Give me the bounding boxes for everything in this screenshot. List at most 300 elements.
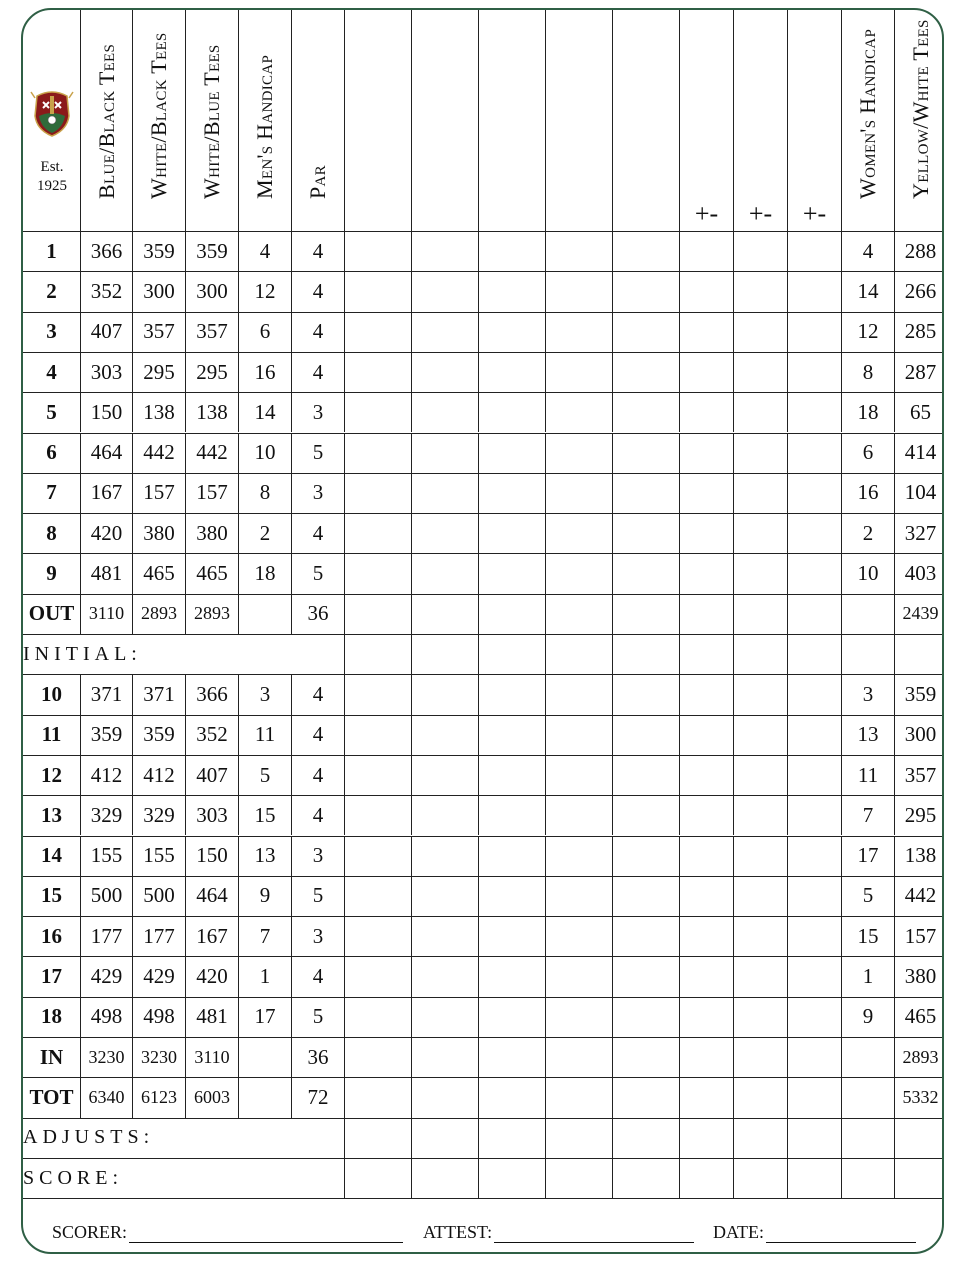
- score-cell[interactable]: [613, 755, 680, 795]
- score-cell[interactable]: [479, 836, 546, 876]
- hole-number: 5: [23, 392, 81, 432]
- mhcp-cell: 18: [239, 553, 292, 593]
- yellow-cell: 285: [904, 319, 937, 344]
- score-cell[interactable]: [895, 1118, 944, 1158]
- score-cell[interactable]: [788, 755, 842, 795]
- score-cell[interactable]: [412, 553, 479, 593]
- whcp-cell: 4: [842, 231, 895, 271]
- score-cell[interactable]: [680, 715, 734, 755]
- score-cell[interactable]: [412, 312, 479, 352]
- blue-cell: 500: [81, 876, 133, 916]
- score-cell[interactable]: [546, 1037, 613, 1077]
- score-cell[interactable]: [345, 755, 412, 795]
- score-cell[interactable]: [680, 392, 734, 432]
- score-cell[interactable]: [734, 513, 788, 553]
- mhcp-cell: 7: [239, 916, 292, 956]
- score-cell[interactable]: [613, 674, 680, 714]
- score-cell[interactable]: [345, 956, 412, 996]
- blue-cell: 329: [81, 795, 133, 835]
- score-cell[interactable]: [546, 674, 613, 714]
- whcp-cell: 9: [842, 997, 895, 1037]
- score-cell[interactable]: [613, 594, 680, 634]
- score-cell[interactable]: [734, 755, 788, 795]
- score-cell[interactable]: [345, 715, 412, 755]
- score-cell[interactable]: [412, 997, 479, 1037]
- score-cell[interactable]: [412, 1158, 479, 1198]
- score-cell[interactable]: [546, 997, 613, 1037]
- score-cell[interactable]: [479, 1158, 546, 1198]
- score-cell[interactable]: [546, 1158, 613, 1198]
- white-blue-cell: 407: [186, 755, 239, 795]
- score-cell[interactable]: [613, 634, 680, 674]
- score-cell[interactable]: [734, 1158, 788, 1198]
- score-cell[interactable]: [680, 433, 734, 473]
- score-cell[interactable]: [345, 352, 412, 392]
- score-cell[interactable]: [613, 553, 680, 593]
- score-cell[interactable]: [613, 916, 680, 956]
- blue-cell: 155: [81, 836, 133, 876]
- score-cell[interactable]: [412, 836, 479, 876]
- score-cell[interactable]: [895, 1158, 944, 1198]
- score-cell[interactable]: [734, 1077, 788, 1117]
- score-cell[interactable]: [613, 271, 680, 311]
- hole-row: [23, 473, 942, 513]
- blue-cell: 303: [81, 352, 133, 392]
- score-cell[interactable]: [734, 433, 788, 473]
- score-cell[interactable]: [546, 795, 613, 835]
- score-cell[interactable]: [734, 553, 788, 593]
- score-cell[interactable]: [613, 997, 680, 1037]
- yellow-cell: 357: [904, 762, 937, 787]
- score-cell[interactable]: [546, 513, 613, 553]
- score-cell[interactable]: [680, 1077, 734, 1117]
- score-cell[interactable]: [842, 1158, 895, 1198]
- player-column-header[interactable]: [412, 10, 479, 231]
- mhcp-cell: 3: [239, 674, 292, 714]
- white-black-tees-label: White/Black Tees: [146, 32, 171, 199]
- score-cell[interactable]: [345, 1158, 412, 1198]
- score-cell[interactable]: [412, 1077, 479, 1117]
- plus-minus-header: [788, 10, 842, 231]
- player-column-header[interactable]: [345, 10, 412, 231]
- score-cell[interactable]: [734, 795, 788, 835]
- hole-row: [23, 876, 942, 916]
- score-cell[interactable]: [345, 916, 412, 956]
- score-cell[interactable]: [788, 231, 842, 271]
- par-cell: 36: [292, 594, 345, 634]
- score-cell[interactable]: [680, 876, 734, 916]
- logo-cell: [23, 10, 81, 231]
- white-blue-cell: 442: [186, 433, 239, 473]
- score-cell[interactable]: [479, 473, 546, 513]
- score-cell[interactable]: [412, 1037, 479, 1077]
- score-cell[interactable]: [613, 715, 680, 755]
- score-cell[interactable]: [788, 473, 842, 513]
- white-blue-cell: 357: [186, 312, 239, 352]
- score-cell[interactable]: [680, 1158, 734, 1198]
- scorer-label: SCORER:: [52, 1222, 128, 1242]
- whcp-cell: 11: [842, 755, 895, 795]
- score-cell[interactable]: [680, 473, 734, 513]
- score-cell[interactable]: [613, 956, 680, 996]
- score-cell[interactable]: [345, 312, 412, 352]
- white-black-cell: 155: [133, 836, 186, 876]
- hole-row: [23, 553, 942, 593]
- score-cell[interactable]: [412, 916, 479, 956]
- score-cell[interactable]: [479, 674, 546, 714]
- yellow-cell: 157: [904, 923, 937, 948]
- par-cell: 3: [292, 916, 345, 956]
- score-cell[interactable]: [613, 513, 680, 553]
- hole-row: [23, 795, 942, 835]
- hole-row: [23, 513, 942, 553]
- score-cell[interactable]: [613, 1077, 680, 1117]
- score-cell[interactable]: [412, 594, 479, 634]
- score-cell[interactable]: [788, 836, 842, 876]
- score-cell[interactable]: [895, 634, 944, 674]
- hole-number: 13: [23, 795, 81, 835]
- score-cell[interactable]: [479, 433, 546, 473]
- score-cell[interactable]: [345, 674, 412, 714]
- score-cell[interactable]: [345, 634, 412, 674]
- player-column-header[interactable]: [613, 10, 680, 231]
- score-cell[interactable]: [546, 876, 613, 916]
- score-cell[interactable]: [613, 473, 680, 513]
- score-cell[interactable]: [479, 916, 546, 956]
- score-cell[interactable]: [479, 795, 546, 835]
- hole-number: 1: [23, 231, 81, 271]
- score-cell[interactable]: [546, 352, 613, 392]
- hole-row: [23, 231, 942, 271]
- white-black-cell: 2893: [133, 594, 186, 634]
- score-cell[interactable]: [412, 795, 479, 835]
- score-cell[interactable]: [479, 634, 546, 674]
- hole-number: IN: [23, 1037, 81, 1077]
- score-cell[interactable]: [680, 795, 734, 835]
- attest-line[interactable]: [494, 1242, 694, 1243]
- mhcp-cell: 6: [239, 312, 292, 352]
- score-cell[interactable]: [788, 312, 842, 352]
- score-cell[interactable]: [345, 795, 412, 835]
- score-cell[interactable]: [680, 956, 734, 996]
- score-cell[interactable]: [680, 634, 734, 674]
- score-cell[interactable]: [680, 1118, 734, 1158]
- score-cell[interactable]: [345, 433, 412, 473]
- par-cell: 4: [292, 715, 345, 755]
- score-cell[interactable]: [680, 916, 734, 956]
- score-cell[interactable]: [479, 352, 546, 392]
- score-cell[interactable]: [546, 634, 613, 674]
- score-cell[interactable]: [734, 634, 788, 674]
- score-cell[interactable]: [345, 231, 412, 271]
- score-cell[interactable]: [546, 433, 613, 473]
- hole-row: [23, 433, 942, 473]
- score-cell[interactable]: [345, 392, 412, 432]
- yellow-white-tees-label: Yellow/White Tees: [907, 19, 933, 199]
- score-cell[interactable]: [734, 352, 788, 392]
- grand-total-row: [23, 1077, 942, 1117]
- score-cell[interactable]: [613, 1037, 680, 1077]
- score-cell[interactable]: [546, 956, 613, 996]
- blue-cell: 3230: [81, 1037, 133, 1077]
- attest-label: ATTEST:: [423, 1222, 493, 1242]
- score-cell[interactable]: [788, 715, 842, 755]
- whcp-cell: [842, 1037, 895, 1077]
- player-column-header[interactable]: [546, 10, 613, 231]
- mhcp-cell: [239, 594, 292, 634]
- score-cell[interactable]: [479, 312, 546, 352]
- yellow-cell: 2439: [902, 603, 939, 624]
- score-cell[interactable]: [546, 1118, 613, 1158]
- white-blue-cell: 138: [186, 392, 239, 432]
- yellow-cell: 359: [904, 681, 937, 706]
- score-cell[interactable]: [479, 997, 546, 1037]
- score-cell[interactable]: [479, 271, 546, 311]
- score-cell[interactable]: [680, 594, 734, 634]
- par-cell: 4: [292, 674, 345, 714]
- score-cell[interactable]: [613, 795, 680, 835]
- yellow-cell: 266: [904, 278, 937, 303]
- score-cell[interactable]: [613, 1118, 680, 1158]
- score-cell[interactable]: [479, 513, 546, 553]
- mhcp-cell: 14: [239, 392, 292, 432]
- score-cell[interactable]: [613, 1158, 680, 1198]
- score-cell[interactable]: [345, 876, 412, 916]
- white-black-cell: 329: [133, 795, 186, 835]
- score-cell[interactable]: [788, 916, 842, 956]
- score-cell[interactable]: [734, 1118, 788, 1158]
- white-black-tees-header: [133, 10, 186, 231]
- hole-number: 14: [23, 836, 81, 876]
- white-black-cell: 371: [133, 674, 186, 714]
- score-cell[interactable]: [788, 956, 842, 996]
- blue-cell: 366: [81, 231, 133, 271]
- score-cell[interactable]: [613, 312, 680, 352]
- score-cell[interactable]: [734, 231, 788, 271]
- score-cell[interactable]: [479, 755, 546, 795]
- score-cell[interactable]: [412, 956, 479, 996]
- score-cell[interactable]: [680, 312, 734, 352]
- yellow-cell: 442: [904, 883, 937, 908]
- player-column-header[interactable]: [479, 10, 546, 231]
- score-cell[interactable]: [788, 271, 842, 311]
- adjusts-cell: [23, 1118, 345, 1158]
- score-cell[interactable]: [788, 1118, 842, 1158]
- est-year: 1925: [37, 178, 67, 194]
- white-blue-cell: 295: [186, 352, 239, 392]
- score-cell[interactable]: [734, 836, 788, 876]
- score-cell[interactable]: [546, 715, 613, 755]
- est-label: Est.: [40, 159, 64, 175]
- plus-minus-header: [680, 10, 734, 231]
- score-cell[interactable]: [734, 876, 788, 916]
- whcp-cell: 12: [842, 312, 895, 352]
- out-total-row: [23, 594, 942, 634]
- score-cell[interactable]: [788, 997, 842, 1037]
- score-cell[interactable]: [734, 916, 788, 956]
- score-cell[interactable]: [613, 392, 680, 432]
- score-cell[interactable]: [479, 553, 546, 593]
- score-cell[interactable]: [734, 956, 788, 996]
- score-cell[interactable]: [734, 392, 788, 432]
- score-cell[interactable]: [479, 231, 546, 271]
- score-cell[interactable]: [680, 1037, 734, 1077]
- score-cell[interactable]: [734, 312, 788, 352]
- score-cell[interactable]: [412, 271, 479, 311]
- blue-black-tees-header: [81, 10, 133, 231]
- blue-cell: 359: [81, 715, 133, 755]
- score-cell[interactable]: [680, 513, 734, 553]
- date-line[interactable]: [766, 1242, 916, 1243]
- score-cell[interactable]: [734, 715, 788, 755]
- score-cell[interactable]: [345, 473, 412, 513]
- score-cell[interactable]: [734, 594, 788, 634]
- score-cell[interactable]: [680, 674, 734, 714]
- score-cell[interactable]: [479, 956, 546, 996]
- score-cell[interactable]: [412, 755, 479, 795]
- score-cell[interactable]: [613, 836, 680, 876]
- score-cell[interactable]: [412, 231, 479, 271]
- score-cell[interactable]: [479, 1077, 546, 1117]
- score-cell[interactable]: [412, 715, 479, 755]
- white-black-cell: 3230: [133, 1037, 186, 1077]
- score-cell[interactable]: [788, 1077, 842, 1117]
- hole-number: OUT: [23, 594, 81, 634]
- score-cell[interactable]: [345, 513, 412, 553]
- score-cell[interactable]: [842, 634, 895, 674]
- score-cell[interactable]: [412, 352, 479, 392]
- score-cell[interactable]: [546, 836, 613, 876]
- score-cell[interactable]: [479, 876, 546, 916]
- score-cell[interactable]: [546, 553, 613, 593]
- score-cell[interactable]: [680, 352, 734, 392]
- score-cell[interactable]: [345, 1118, 412, 1158]
- yellow-cell: 65: [910, 399, 931, 424]
- score-cell[interactable]: [788, 594, 842, 634]
- score-cell[interactable]: [734, 997, 788, 1037]
- score-cell[interactable]: [613, 352, 680, 392]
- score-cell[interactable]: [345, 271, 412, 311]
- score-cell[interactable]: [788, 513, 842, 553]
- hole-number: TOT: [23, 1077, 81, 1117]
- par-cell: 4: [292, 795, 345, 835]
- score-cell[interactable]: [345, 553, 412, 593]
- par-cell: 4: [292, 231, 345, 271]
- score-row: [23, 1158, 942, 1198]
- score-cell[interactable]: [788, 876, 842, 916]
- score-cell[interactable]: [842, 1118, 895, 1158]
- score-cell[interactable]: [788, 352, 842, 392]
- score-cell[interactable]: [788, 674, 842, 714]
- score-cell[interactable]: [412, 634, 479, 674]
- mhcp-cell: 9: [239, 876, 292, 916]
- score-cell[interactable]: [546, 755, 613, 795]
- score-cell[interactable]: [546, 312, 613, 352]
- score-cell[interactable]: [680, 553, 734, 593]
- score-cell[interactable]: [479, 594, 546, 634]
- score-cell[interactable]: [345, 997, 412, 1037]
- score-cell[interactable]: [680, 836, 734, 876]
- blue-cell: 407: [81, 312, 133, 352]
- score-cell[interactable]: [546, 1077, 613, 1117]
- score-cell[interactable]: [345, 1077, 412, 1117]
- score-cell[interactable]: [412, 392, 479, 432]
- score-cell[interactable]: [788, 634, 842, 674]
- score-cell[interactable]: [546, 392, 613, 432]
- score-cell[interactable]: [412, 433, 479, 473]
- white-blue-cell: 167: [186, 916, 239, 956]
- white-black-cell: 138: [133, 392, 186, 432]
- whcp-cell: 5: [842, 876, 895, 916]
- score-cell[interactable]: [479, 715, 546, 755]
- score-cell[interactable]: [546, 473, 613, 513]
- score-cell[interactable]: [345, 836, 412, 876]
- score-cell[interactable]: [734, 1037, 788, 1077]
- score-cell[interactable]: [788, 1158, 842, 1198]
- score-cell[interactable]: [546, 231, 613, 271]
- scorer-line[interactable]: [129, 1242, 403, 1243]
- white-blue-cell: 2893: [186, 594, 239, 634]
- score-cell[interactable]: [479, 1037, 546, 1077]
- score-cell[interactable]: [412, 513, 479, 553]
- blue-cell: 429: [81, 956, 133, 996]
- score-cell[interactable]: [680, 755, 734, 795]
- score-cell[interactable]: [680, 997, 734, 1037]
- score-cell[interactable]: [412, 473, 479, 513]
- score-cell[interactable]: [412, 876, 479, 916]
- score-cell[interactable]: [788, 1037, 842, 1077]
- blue-cell: 150: [81, 392, 133, 432]
- white-blue-cell: 366: [186, 674, 239, 714]
- score-cell[interactable]: [479, 392, 546, 432]
- score-cell[interactable]: [479, 1118, 546, 1158]
- white-black-cell: 295: [133, 352, 186, 392]
- score-cell[interactable]: [680, 271, 734, 311]
- white-blue-cell: 150: [186, 836, 239, 876]
- score-cell[interactable]: [412, 674, 479, 714]
- whcp-cell: 7: [842, 795, 895, 835]
- score-cell[interactable]: [788, 795, 842, 835]
- mhcp-cell: 17: [239, 997, 292, 1037]
- score-cell[interactable]: [734, 674, 788, 714]
- score-cell[interactable]: [613, 231, 680, 271]
- score-cell[interactable]: [613, 876, 680, 916]
- white-blue-cell: 481: [186, 997, 239, 1037]
- par-cell: 5: [292, 997, 345, 1037]
- score-cell[interactable]: [734, 271, 788, 311]
- blue-cell: 167: [81, 473, 133, 513]
- score-cell[interactable]: [412, 1118, 479, 1158]
- hole-row: [23, 755, 942, 795]
- score-cell[interactable]: [613, 433, 680, 473]
- score-cell[interactable]: [680, 231, 734, 271]
- score-cell[interactable]: [788, 433, 842, 473]
- hole-row: [23, 312, 942, 352]
- par-cell: 36: [292, 1037, 345, 1077]
- score-cell[interactable]: [788, 553, 842, 593]
- score-cell[interactable]: [345, 1037, 412, 1077]
- in-total-row: [23, 1037, 942, 1077]
- score-cell[interactable]: [345, 594, 412, 634]
- score-cell[interactable]: [734, 473, 788, 513]
- score-cell[interactable]: [546, 916, 613, 956]
- white-black-cell: 157: [133, 473, 186, 513]
- plus-minus-header: [734, 10, 788, 231]
- score-cell[interactable]: [546, 271, 613, 311]
- mhcp-cell: 11: [239, 715, 292, 755]
- score-cell[interactable]: [546, 594, 613, 634]
- score-cell[interactable]: [788, 392, 842, 432]
